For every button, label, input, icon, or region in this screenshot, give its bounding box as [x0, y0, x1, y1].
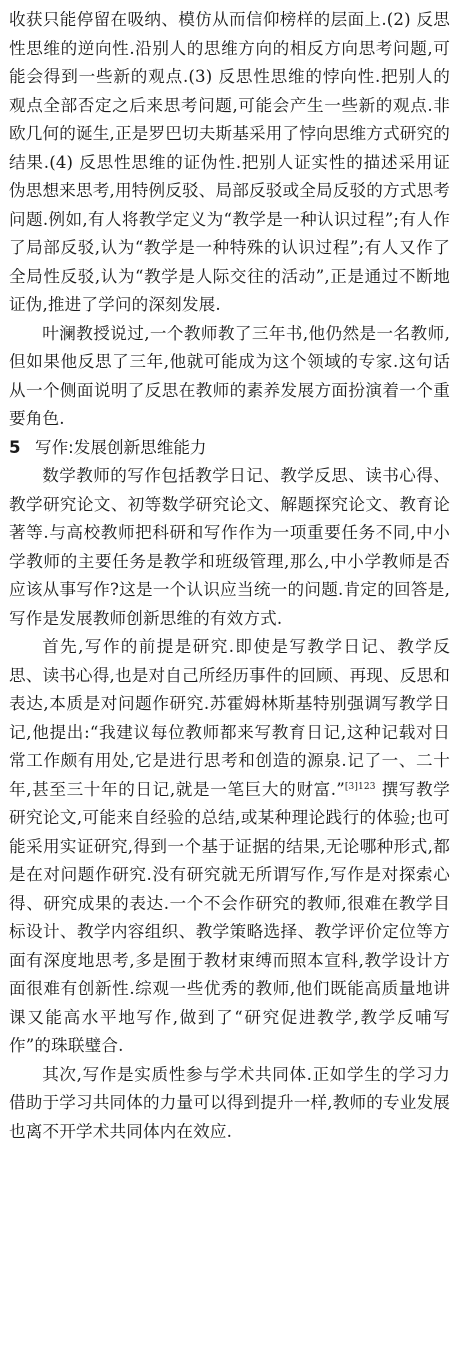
- paragraph-writing-research: [9, 633, 450, 1061]
- citation-marker: [3]123: [344, 781, 376, 792]
- paragraph-text-part1: 首先,写作的前提是研究.即使是写教学日记、教学反思、读书心得,也是对自己所经历事件的回顾、再现、反思和表达,本质是对问题作研究.苏霍姆林斯基特别强调写教学日记,他提出:“我建议每位教师都来写教育日记,这种记载对日常工作颇有用处,它是进行思考和创造的源泉.记了一、二十年,甚至三十年的日记,就是一笔巨大的财富.”: [9, 637, 450, 799]
- paragraph-academic-community: 其次,写作是实质性参与学术共同体.正如学生的学习力借助于学习共同体的力量可以得到提升一样,教师的专业发展也离不开学术共同体内在效应.: [9, 1064, 450, 1141]
- paragraph-ye-lan-quote: 叶澜教授说过,一个教师教了三年书,他仍然是一名教师,但如果他反思了三年,他就可能成为这个领域的专家.这句话从一个侧面说明了反思在教师的素养发展方面扮演着一个重要角色.: [9, 323, 450, 428]
- paragraph-text-part2: 撰写教学研究论文,可能来自经验的总结,或某种理论践行的体验;也可能采用实证研究,得到一个基于证据的结果,无论哪种形式,都是在对问题作研究.没有研究就无所谓写作,写作是对探索心得、研究成果的表达.一个不会作研究的教师,很难在教学目标设计、教学内容组织、教学策略选择、教学评价定位等方面有深度地思考,多是囿于教材束缚而照本宣科,教学设计方面很难有创新性.综观一些优秀的教师,他们既能高质量地讲课又能高水平地写作,做到了“研究促进教学,教学反哺写作”的珠联璧合.: [9, 779, 450, 1055]
- section-number: 5: [9, 437, 21, 457]
- section-heading: [9, 434, 450, 463]
- paragraph-reflective-thinking-types: 收获只能停留在吸纳、模仿从而信仰榜样的层面上.(2) 反思性思维的逆向性.沿别人的思维方向的相反方向思考问题,可能会得到一些新的观点.(3) 反思性思维的悖向性.把别人的观点全部否定之后来思考问题,可能会产生一些新的观点.非欧几何的诞生,正是罗巴切夫斯基采用了悖向思维方式研究的结果.(4) 反思性思维的证伪性.把别人证实性的描述采用证伪思想来思考,用特例反驳、局部反驳或全局反驳的方式思考问题.例如,有人将教学定义为“教学是一种认识过程”;有人作了局部反驳,认为“教学是一种特殊的认识过程”;有人又作了全局性反驳,认为“教学是人际交往的活动”,正是通过不断地证伪,推进了学问的深刻发展.: [9, 10, 450, 314]
- paragraph-writing-intro: 数学教师的写作包括教学日记、教学反思、读书心得、教学研究论文、初等数学研究论文、解题探究论文、教育论著等.与高校教师把科研和写作作为一项重要任务不同,中小学教师的主要任务是教学和班级管理,那么,中小学教师是否应该从事写作?这是一个认识应当统一的问题.肯定的回答是,写作是发展教师创新思维的有效方式.: [9, 466, 450, 628]
- section-title: 写作:发展创新思维能力: [35, 437, 207, 457]
